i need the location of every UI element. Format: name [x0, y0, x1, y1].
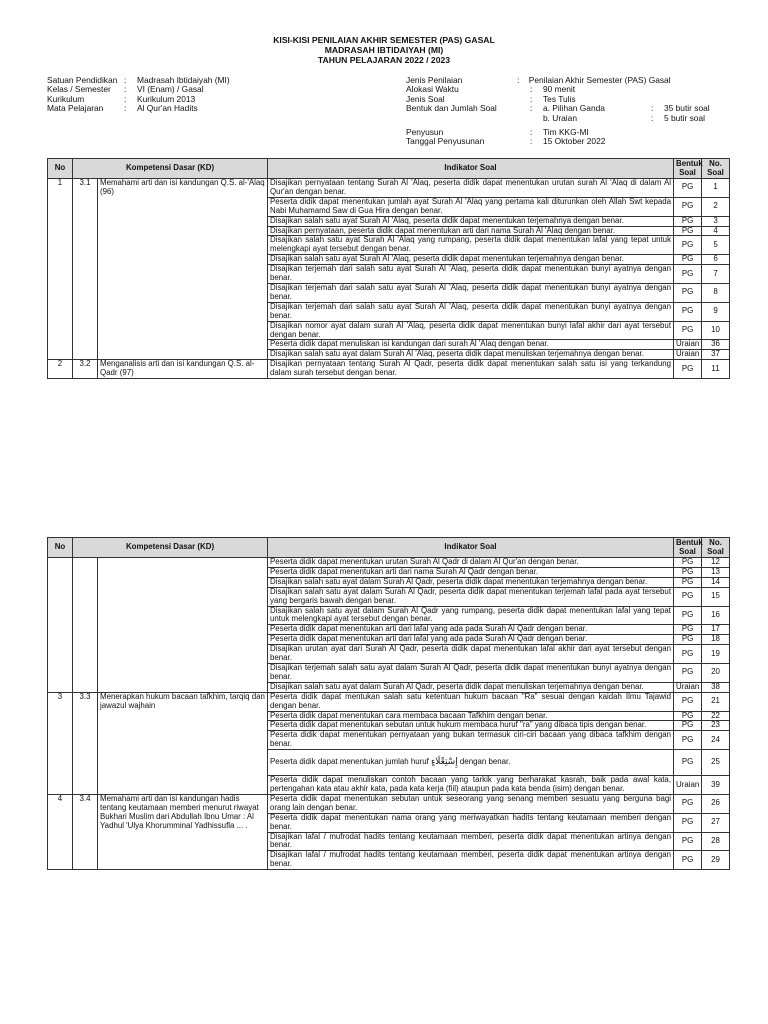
- meta-colon-secondary: :: [651, 112, 654, 123]
- indikator-text: Disajikan terjemah dari salah satu ayat Surah Al 'Alaq, peserta didik dapat menentukan bunyi ayatnya dengan benar.: [270, 301, 672, 320]
- meta-row: [406, 137, 736, 146]
- meta-colon: :: [530, 136, 533, 147]
- indikator-cell: [268, 577, 674, 587]
- meta-value-secondary: [682, 76, 736, 85]
- indikator-cell: [268, 813, 674, 832]
- indikator-text: Disajikan terjemah salah satu ayat dalam Surah Al Qadr, peserta didik dapat menentukan bunyi ayatnya dengan benar.: [270, 662, 672, 681]
- meta-key: Kurikulum: [47, 93, 85, 104]
- indikator-text: Disajikan lafal / mufrodat hadits tentang keutamaan memberi, peserta didik dapat menentukan artinya dengan benar.: [270, 850, 672, 869]
- row-number: 3: [48, 692, 73, 794]
- kd-code: 3.1: [73, 179, 98, 360]
- bentuk-soal: PG: [674, 645, 702, 664]
- indikator-text: Disajikan lafal / mufrodat hadits tentang keutamaan memberi, peserta didik dapat menentukan artinya dengan benar.: [270, 831, 672, 850]
- indikator-cell: [268, 340, 674, 350]
- table-header-row: [48, 159, 730, 179]
- meta-colon: :: [124, 103, 127, 114]
- meta-value: Tim KKG-MI: [543, 126, 589, 137]
- nomor-soal: 18: [702, 635, 730, 645]
- indikator-cell: [268, 711, 674, 721]
- bentuk-soal: Uraian: [674, 340, 702, 350]
- indikator-cell: [268, 721, 674, 731]
- bentuk-soal: PG: [674, 255, 702, 265]
- kd-description: Memahami arti dan isi kandungan hadis tentang keutamaan memberi menurut riwayat Bukhari Muslim dari Abdullah Ibnu Umar : Al Yadhul 'Ulya Khorumminal Yadhissufla ... .: [98, 794, 268, 869]
- indikator-cell: [268, 587, 674, 606]
- meta-row: [406, 114, 736, 123]
- header-bentuk: Bentuk Soal: [674, 538, 702, 558]
- nomor-soal: 8: [702, 283, 730, 302]
- kd-code: [73, 558, 98, 693]
- document-subtitle-year: TAHUN PELAJARAN 2022 / 2023: [317, 55, 451, 65]
- nomor-soal: 21: [702, 692, 730, 711]
- bentuk-soal: PG: [674, 750, 702, 776]
- row-number: 4: [48, 794, 73, 869]
- document-title-block: [0, 35, 768, 65]
- kd-description: Memahami arti dan isi kandungan Q.S. al-'Alaq (96): [98, 179, 268, 360]
- indikator-cell: [268, 625, 674, 635]
- nomor-soal: 36: [702, 340, 730, 350]
- indikator-cell: [268, 832, 674, 851]
- indikator-text: Disajikan pernyataan tentang Surah Al 'Alaq, peserta didik dapat menentukan urutan surah Al 'Alaq di dalam Al Qur'an dengan benar.: [270, 178, 672, 196]
- indikator-text-after: dengan benar.: [459, 757, 511, 767]
- bentuk-soal: PG: [674, 731, 702, 750]
- indikator-text: Peserta didik dapat menentukan arti dari lafal yang ada pada Surah Al Qadr dengan benar.: [270, 624, 588, 634]
- indikator-cell: [268, 645, 674, 664]
- indikator-text: Peserta didik dapat mentukan salah satu ketentuan hukum bacaan "Ra" sesuai dengan kaidah Ilmu Tajawid dengan benar.: [270, 691, 672, 710]
- bentuk-soal: PG: [674, 265, 702, 284]
- nomor-soal: 2: [702, 197, 730, 216]
- table-header-row: [48, 538, 730, 558]
- nomor-soal: 13: [702, 567, 730, 577]
- indikator-text: Disajikan salah satu ayat dalam Surah Al Qadr, peserta didik dapat menentukan terjemahnya dengan benar.: [270, 576, 648, 586]
- header-no: No: [48, 538, 73, 558]
- table-row: [48, 360, 730, 379]
- meta-value: a. Pilihan Ganda: [543, 103, 605, 114]
- meta-value: VI (Enam) / Gasal: [137, 84, 204, 95]
- indikator-text: Disajikan salah satu ayat dalam Surah Al 'Alaq, peserta didik dapat menuliskan terjemahnya dengan benar.: [270, 349, 644, 359]
- meta-colon: :: [124, 84, 127, 95]
- nomor-soal: 14: [702, 577, 730, 587]
- indikator-text: Peserta didik dapat menentukan jumlah ayat Surah Al 'Alaq yang pertama kali diturunkan oleh Allah Swt kepada Nabi Muhamamd Saw di Gua Hira dengan benar.: [270, 196, 672, 215]
- nomor-soal: 23: [702, 721, 730, 731]
- bentuk-soal: Uraian: [674, 776, 702, 795]
- nomor-soal: 26: [702, 794, 730, 813]
- bentuk-soal: PG: [674, 321, 702, 340]
- bentuk-soal: PG: [674, 179, 702, 198]
- bentuk-soal: PG: [674, 577, 702, 587]
- indikator-text: Peserta didik dapat menentukan sebutan untuk hukum membaca huruf "ra" yang dibaca tipis dengan benar.: [270, 720, 647, 730]
- indikator-text: Disajikan salah satu ayat Surah Al 'Alaq yang rumpang, peserta didik dapat menentukan lafal yang tepat untuk melengkapi ayat tersebut dengan benar.: [270, 235, 672, 254]
- indikator-text: Disajikan urutan ayat dari Surah Al Qadr, peserta didik dapat menentukan lafal akhir dari ayat tersebut dengan benar.: [270, 644, 672, 663]
- meta-value: 15 Oktober 2022: [543, 136, 606, 147]
- row-number: 1: [48, 179, 73, 360]
- nomor-soal: 20: [702, 663, 730, 682]
- bentuk-soal: PG: [674, 606, 702, 625]
- meta-value-secondary: [664, 85, 724, 94]
- indikator-text: Disajikan salah satu ayat dalam Surah Al Qadr, peserta didik dapat menuliskan terjemahnya dengan benar.: [270, 681, 644, 691]
- meta-key: Satuan Pendidikan: [47, 75, 118, 85]
- indikator-text: Peserta didik dapat menentukan arti dari lafal yang ada pada Surah Al Qadr dengan benar.: [270, 634, 588, 644]
- kd-code: 3.4: [73, 794, 98, 869]
- indikator-cell: [268, 321, 674, 340]
- bentuk-soal: PG: [674, 794, 702, 813]
- nomor-soal: 24: [702, 731, 730, 750]
- row-number: 2: [48, 360, 73, 379]
- nomor-soal: 16: [702, 606, 730, 625]
- bentuk-soal: PG: [674, 302, 702, 321]
- bentuk-soal: Uraian: [674, 682, 702, 692]
- bentuk-soal: PG: [674, 558, 702, 568]
- indikator-cell: [268, 197, 674, 216]
- nomor-soal: 39: [702, 776, 730, 795]
- nomor-soal: 11: [702, 360, 730, 379]
- row-number: [48, 558, 73, 693]
- indikator-text: Peserta didik dapat menentukan pernyataan yang bukan termasuk ciri-ciri bacaan yang dibaca tafkhim dengan benar.: [270, 730, 672, 749]
- meta-colon-secondary: [651, 85, 664, 94]
- indikator-text: Peserta didik dapat menentukan cara membaca bacaan Tafkhim dengan benar.: [270, 710, 548, 720]
- indikator-text: Disajikan terjemah dari salah satu ayat Surah Al 'Alaq, peserta didik dapat menentukan bunyi ayatnya dengan benar.: [270, 264, 672, 283]
- nomor-soal: 38: [702, 682, 730, 692]
- indikator-cell: [268, 226, 674, 236]
- bentuk-soal: PG: [674, 216, 702, 226]
- meta-left-block: [47, 76, 377, 114]
- meta-value: 90 menit: [543, 84, 576, 95]
- indikator-cell: [268, 283, 674, 302]
- meta-value-secondary: 5 butir soal: [664, 112, 705, 123]
- nomor-soal: 37: [702, 350, 730, 360]
- bentuk-soal: PG: [674, 226, 702, 236]
- indikator-text: Disajikan salah satu ayat dalam Surah Al Qadr yang rumpang, peserta didik dapat menentukan lafal yang tepat untuk melengkapi ayat tersebut dengan benar.: [270, 605, 672, 624]
- table-row: [48, 179, 730, 198]
- indikator-cell: [268, 663, 674, 682]
- header-nomor: No. Soal: [702, 538, 730, 558]
- bentuk-soal: PG: [674, 721, 702, 731]
- table-row: [48, 558, 730, 568]
- bentuk-soal: PG: [674, 587, 702, 606]
- header-indikator: Indikator Soal: [268, 159, 674, 179]
- indikator-cell: [268, 682, 674, 692]
- indikator-cell: [268, 255, 674, 265]
- kd-description: Menganalisis arti dan isi kandungan Q.S. al-Qadr (97): [98, 360, 268, 379]
- indikator-text: Peserta didik dapat menuliskan contoh bacaan yang tarkik yang berharakat kasrah, baik pada awal kata, pertengahan kata atau akhir kata, pada kata kerja (fiil) ataupun pada kata benda (isim) dengan benar.: [270, 775, 672, 794]
- indikator-cell: [268, 302, 674, 321]
- meta-value: Al Qur'an Hadits: [137, 103, 198, 114]
- nomor-soal: 15: [702, 587, 730, 606]
- nomor-soal: 3: [702, 216, 730, 226]
- indikator-cell: [268, 750, 674, 776]
- meta-colon: :: [124, 75, 127, 85]
- meta-value: Tes Tulis: [543, 93, 576, 104]
- indikator-cell: [268, 567, 674, 577]
- indikator-cell: [268, 794, 674, 813]
- meta-value: Penilaian Akhir Semester (PAS) Gasal: [528, 75, 671, 85]
- indikator-text: Peserta didik dapat menentukan nama orang yang meriwayatkan hadits tentang keutamaan memberi dengan benar.: [270, 812, 672, 831]
- nomor-soal: 17: [702, 625, 730, 635]
- indikator-cell: [268, 558, 674, 568]
- kisi-table-part-1: [47, 158, 730, 379]
- indikator-text: Disajikan terjemah dari salah satu ayat Surah Al 'Alaq, peserta didik dapat menentukan bunyi ayatnya dengan benar.: [270, 282, 672, 301]
- table-row: [48, 692, 730, 711]
- bentuk-soal: PG: [674, 283, 702, 302]
- indikator-cell: [268, 179, 674, 198]
- indikator-cell: [268, 776, 674, 795]
- nomor-soal: 10: [702, 321, 730, 340]
- bentuk-soal: PG: [674, 692, 702, 711]
- nomor-soal: 7: [702, 265, 730, 284]
- bentuk-soal: PG: [674, 236, 702, 255]
- meta-value: b. Uraian: [543, 112, 577, 123]
- indikator-text: Disajikan salah satu ayat Surah Al 'Alaq, peserta didik dapat menentukan terjemahnya dengan benar.: [270, 254, 624, 264]
- indikator-text: Peserta didik dapat menentukan sebutan untuk seseorang yang senang memberi sesuatu yang berguna bagi orang lain dengan benar.: [270, 793, 672, 812]
- indikator-text: Disajikan salah satu ayat dalam Surah Al Qadr, peserta didik dapat menentukan terjemah lafal pada ayat tersebut yang bergaris bawah dengan benar.: [270, 586, 672, 605]
- meta-key: Jenis Soal: [406, 93, 445, 104]
- meta-row: [47, 104, 377, 113]
- bentuk-soal: PG: [674, 625, 702, 635]
- indikator-cell: [268, 265, 674, 284]
- nomor-soal: 12: [702, 558, 730, 568]
- meta-key: Mata Pelajaran: [47, 103, 104, 114]
- meta-colon-secondary: [671, 76, 683, 85]
- meta-key: Alokasi Waktu: [406, 84, 459, 95]
- meta-key: Bentuk dan Jumlah Soal: [406, 103, 497, 114]
- bentuk-soal: PG: [674, 711, 702, 721]
- nomor-soal: 25: [702, 750, 730, 776]
- indikator-cell: [268, 851, 674, 870]
- bentuk-soal: Uraian: [674, 350, 702, 360]
- header-kd: Kompetensi Dasar (KD): [73, 159, 268, 179]
- meta-value: Kurikulum 2013: [137, 93, 196, 104]
- header-no: No: [48, 159, 73, 179]
- indikator-cell: [268, 350, 674, 360]
- meta-key: Kelas / Semester: [47, 84, 111, 95]
- header-kd: Kompetensi Dasar (KD): [73, 538, 268, 558]
- meta-colon: [530, 114, 543, 123]
- bentuk-soal: PG: [674, 832, 702, 851]
- nomor-soal: 4: [702, 226, 730, 236]
- bentuk-soal: PG: [674, 813, 702, 832]
- kd-code: 3.2: [73, 360, 98, 379]
- meta-colon: :: [530, 93, 533, 104]
- indikator-cell: [268, 216, 674, 226]
- bentuk-soal: PG: [674, 635, 702, 645]
- nomor-soal: 28: [702, 832, 730, 851]
- meta-key: [406, 114, 530, 123]
- indikator-text: Disajikan pernyataan, peserta didik dapat menentukan arti dari nama Surah Al 'Alaq dengan benar.: [270, 225, 615, 235]
- indikator-text: Disajikan pernyataan tentang Surah Al Qadr, peserta didik dapat menentukan salah satu isi yang terkandung dalam surah tersebut dengan benar.: [270, 359, 672, 378]
- nomor-soal: 9: [702, 302, 730, 321]
- indikator-text: Peserta didik dapat menentukan jumlah huruf: [270, 757, 429, 767]
- indikator-text: Peserta didik dapat menentukan urutan Surah Al Qadr di dalam Al Qur'an dengan benar.: [270, 557, 579, 566]
- meta-row: [47, 85, 377, 94]
- meta-colon-secondary: :: [651, 103, 654, 114]
- meta-right-block: [406, 76, 736, 147]
- meta-colon: :: [530, 103, 533, 114]
- indikator-text: Disajikan salah satu ayat Surah Al 'Alaq, peserta didik dapat menentukan terjemahnya dengan benar.: [270, 215, 624, 225]
- arabic-word: إِسْتِعْلَاءٍ: [431, 757, 458, 768]
- bentuk-soal: PG: [674, 197, 702, 216]
- kd-description: Menerapkan hukum bacaan tafkhim, tarqiq dan jawazul wajhain: [98, 692, 268, 794]
- bentuk-soal: PG: [674, 360, 702, 379]
- meta-colon: :: [530, 126, 533, 137]
- indikator-cell: [268, 635, 674, 645]
- indikator-cell: [268, 360, 674, 379]
- nomor-soal: 6: [702, 255, 730, 265]
- indikator-cell: [268, 606, 674, 625]
- kd-description: [98, 558, 268, 693]
- nomor-soal: 22: [702, 711, 730, 721]
- document-title: KISI-KISI PENILAIAN AKHIR SEMESTER (PAS) GASAL: [273, 35, 495, 45]
- nomor-soal: 27: [702, 813, 730, 832]
- header-indikator: Indikator Soal: [268, 538, 674, 558]
- indikator-text: Peserta didik dapat menuliskan isi kandungan dari surah Al 'Alaq dengan benar.: [270, 339, 549, 349]
- meta-colon: :: [517, 75, 520, 85]
- bentuk-soal: PG: [674, 851, 702, 870]
- indikator-cell: [268, 236, 674, 255]
- meta-colon: :: [530, 84, 533, 95]
- header-nomor: No. Soal: [702, 159, 730, 179]
- indikator-cell: [268, 692, 674, 711]
- nomor-soal: 1: [702, 179, 730, 198]
- meta-colon: :: [124, 93, 127, 104]
- meta-key: Penyusun: [406, 126, 444, 137]
- indikator-cell: [268, 731, 674, 750]
- header-bentuk: Bentuk Soal: [674, 159, 702, 179]
- bentuk-soal: PG: [674, 663, 702, 682]
- kisi-table-part-2: [47, 537, 730, 870]
- document-subtitle-school: MADRASAH IBTIDAIYAH (MI): [324, 45, 444, 55]
- meta-key: Tanggal Penyusunan: [406, 136, 485, 147]
- table-row: [48, 794, 730, 813]
- meta-value-secondary: 35 butir soal: [664, 103, 710, 114]
- nomor-soal: 5: [702, 236, 730, 255]
- nomor-soal: 29: [702, 851, 730, 870]
- nomor-soal: 19: [702, 645, 730, 664]
- kd-code: 3.3: [73, 692, 98, 794]
- meta-value: Madrasah Ibtidaiyah (MI): [137, 75, 230, 85]
- meta-key: Jenis Penilaian: [406, 75, 463, 85]
- indikator-text: Disajikan nomor ayat dalam surah Al 'Alaq, peserta didik dapat menentukan bunyi lafal akhir dari ayat tersebut dengan benar.: [270, 320, 672, 339]
- bentuk-soal: PG: [674, 567, 702, 577]
- indikator-text: Peserta didik dapat menentukan arti dari nama Surah Al Qadr dengan benar.: [270, 566, 539, 576]
